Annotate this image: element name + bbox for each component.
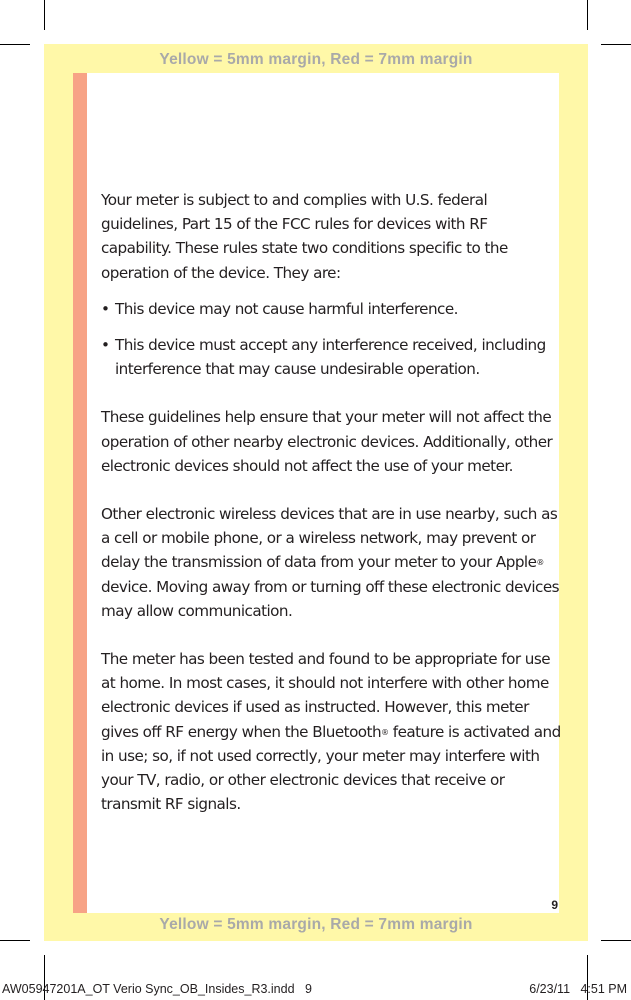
paragraph-text: device. Moving away from or turning off these electronic devices may allow communication. xyxy=(101,577,559,620)
paragraph-tested xyxy=(101,647,561,816)
bullet-item xyxy=(101,333,561,381)
crop-mark xyxy=(601,44,631,45)
bullet-text: This device may not cause harmful interference. xyxy=(115,299,458,318)
page-number: 9 xyxy=(551,898,558,912)
crop-mark xyxy=(0,940,30,941)
bullet-symbol: • xyxy=(101,336,110,355)
bullet-symbol: • xyxy=(101,299,110,318)
file-slug: AW05947201A_OT Verio Sync_OB_Insides_R3.indd 9 xyxy=(2,982,312,996)
paragraph-fcc-intro: Your meter is subject to and complies with U.S. federal guidelines, Part 15 of the FCC rules for devices with RF capability. These rules state two conditions specific to the operation of the device. They are: xyxy=(101,191,508,282)
crop-mark xyxy=(44,0,45,30)
margin-note-top: Yellow = 5mm margin, Red = 7mm margin xyxy=(159,51,473,68)
paragraph-wireless xyxy=(101,502,561,623)
crop-mark xyxy=(601,940,631,941)
body-text xyxy=(101,188,561,816)
registered-mark: ® xyxy=(381,727,389,737)
margin-note-bottom: Yellow = 5mm margin, Red = 7mm margin xyxy=(159,916,473,933)
crop-mark xyxy=(0,44,30,45)
date-slug: 6/23/11 4:51 PM xyxy=(529,982,627,996)
crop-mark xyxy=(587,0,588,30)
bullet-item xyxy=(101,297,561,321)
paragraph-guidelines: These guidelines help ensure that your meter will not affect the operation of other nearby electronic devices. Additionally, other electronic devices should not affect the use of your meter. xyxy=(101,408,553,475)
paragraph-text: The meter has been tested and found to be appropriate for use at home. In most cases, it should not interfere with other home electronic devices if used as instructed. However, this meter gives off RF energy when the Bluetooth xyxy=(101,650,551,741)
paragraph-text: feature is activated and in use; so, if not used correctly, your meter may interfere with your TV, radio, or other electronic devices that receive or transmit RF signals. xyxy=(101,722,561,814)
paragraph-text: Other electronic wireless devices that are in use nearby, such as a cell or mobile phone, or a wireless network, may prevent or delay the transmission of data from your meter to your Apple xyxy=(101,505,558,572)
registered-mark: ® xyxy=(536,558,544,568)
red-margin-strip xyxy=(73,73,87,913)
bullet-text: This device must accept any interference received, including interference that may cause undesirable operation. xyxy=(115,336,546,379)
